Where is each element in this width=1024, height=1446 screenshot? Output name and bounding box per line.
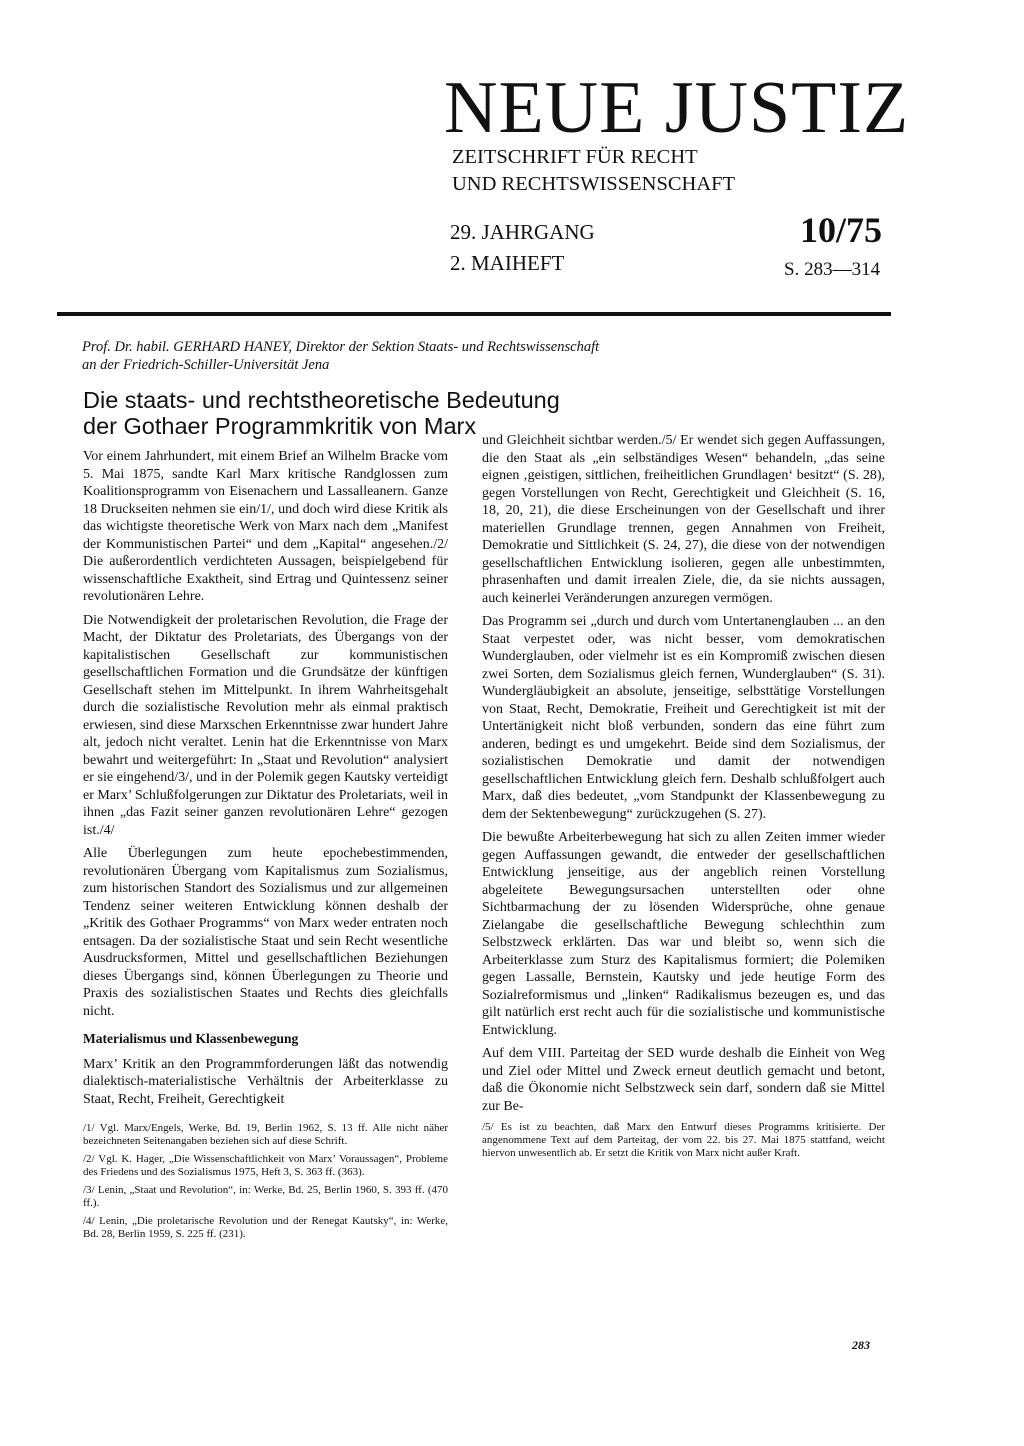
footnote: /5/ Es ist zu beachten, daß Marx den Entwurf dieses Programms kritisierte. Der angenommene Text auf dem Parteitag, der vom 22. bis 27. Mai 1875 stattfand, weicht hiervon unwesentlich ab. Er setzt die Kritik von Marx nicht außer Kraft. bbox=[482, 1121, 885, 1159]
footnote: /3/ Lenin, „Staat und Revolution“, in: Werke, Bd. 25, Berlin 1960, S. 393 ff. (470 ff.). bbox=[83, 1184, 448, 1209]
footnotes-right bbox=[482, 1121, 885, 1160]
section-heading: Materialismus und Klassenbewegung bbox=[83, 1031, 299, 1046]
issue-name: 2. MAIHEFT bbox=[450, 251, 565, 275]
paragraph: Vor einem Jahrhundert, mit einem Brief an Wilhelm Bracke vom 5. Mai 1875, sandte Karl Marx kritische Randglossen zum Koalitionsprogramm von Eisenachern und Lassalleanern. Ganze 18 Druckseiten nehmen sie ein/1/, und doch wird diese Kritik als das wichtigste theoretische Werk von Marx nach dem „Manifest der Kommunistischen Partei“ und dem „Kapital“ angesehen./2/ Die außerordentlich verdichteten Aussagen, beispielgebend für wissenschaftliche Exaktheit, sind Ertrag und Quintessenz seiner revolutionären Lehre. bbox=[83, 449, 448, 604]
footnote: /2/ Vgl. K. Hager, „Die Wissenschaftlichkeit von Marx’ Voraussagen“, Probleme des Friedens und des Sozialismus 1975, Heft 3, S. 363 ff. (363). bbox=[83, 1153, 448, 1178]
paragraph: Das Programm sei „durch und durch vom Untertanenglauben ... an den Staat verpestet oder, was nicht besser, vom demokratischen Wunderglauben, oder vielmehr ist es ein Kompromiß zwischen diesen zwei Sorten, dem Sozialismus gleich fernen, Wunderglauben“ (S. 31). Wundergläubigkeit an absolute, jenseitige, selbsttätige Vorstellungen von Staat, Recht, Demokratie, Freiheit und Gerechtigkeit ist mit der Untertänigkeit nicht bloß verbunden, sondern das eine führt zum anderen, bedingt es und umgekehrt. Beide sind dem Sozialismus, der sozialistischen Demokratie und damit der notwendigen gesellschaftlichen Entwicklung gleich fern. Deshalb schlußfolgert auch Marx, daß dies bedeutet, „vom Standpunkt der Klassenbewegung zu dem der Sektenbewegung“ zurückzugehen (S. 27). bbox=[482, 614, 885, 822]
title-line-1: Die staats- und rechtstheoretische Bedeutung bbox=[83, 387, 560, 413]
footnote: /1/ Vgl. Marx/Engels, Werke, Bd. 19, Berlin 1962, S. 13 ff. Alle nicht näher bezeichneten Seitenangaben beziehen sich auf diese Schrift. bbox=[83, 1122, 448, 1147]
footnotes bbox=[83, 1122, 448, 1241]
journal-subtitle bbox=[452, 144, 912, 198]
page-number: 283 bbox=[852, 1338, 870, 1352]
right-column bbox=[482, 432, 885, 1165]
paragraph: Die Notwendigkeit der proletarischen Revolution, die Frage der Macht, der Diktatur des Proletariats, des Übergangs von der kapitalistischen Gesellschaft zur kommunistischen gesellschaftlichen Formation und die Grundsätze der künftigen Gesellschaft stehen im Mittelpunkt. In ihrem Wahrheitsgehalt durch die sozialistische Revolution mehr als einmal praktisch erwiesen, sind diese Marxschen Erkenntnisse zwar hundert Jahre alt, jedoch nicht veraltet. Lenin hat die Erkenntnisse von Marx bewahrt und weitergeführt: In „Staat und Revolution“ analysiert er sie eingehend/3/, und in der Polemik gegen Kautsky verteidigt er Marx’ Schlußfolgerungen zur Diktatur des Proletariats, weil in ihnen „das Fazit seiner ganzen revolutionären Lehre“ gezogen ist./4/ bbox=[83, 612, 448, 838]
title-line-2: der Gothaer Programmkritik von Marx bbox=[83, 413, 477, 439]
issue-page-range: S. 283—314 bbox=[784, 259, 881, 280]
issue-number: 10/75 bbox=[800, 210, 883, 250]
subtitle-line-2: UND RECHTSWISSENSCHAFT bbox=[452, 173, 736, 195]
paragraph: Alle Überlegungen zum heute epochebestimmenden, revolutionären Übergang vom Kapitalismus zum Sozialismus, zum historischen Standort des Sozialismus und zur allgemeinen Tendenz seiner weiteren Entwicklung können deshalb der „Kritik des Gothaer Programms“ von Marx weder entraten noch entsagen. Da der sozialistische Staat und sein Recht wesentliche Ausdrucksformen, Mittel und gesellschaftlichen Beziehungen dieses Übergangs sind, können Überlegungen zu Theorie und Praxis des sozialistischen Staates und Rechts dies gleichfalls nicht. bbox=[83, 846, 448, 1019]
journal-title: NEUE JUSTIZ bbox=[444, 67, 910, 149]
footnote: /4/ Lenin, „Die proletarische Revolution und der Renegat Kautsky“, in: Werke, Bd. 28, Berlin 1959, S. 225 ff. (231). bbox=[83, 1215, 448, 1240]
author-line-2: an der Friedrich-Schiller-Universität Jena bbox=[82, 357, 330, 373]
paragraph: Die bewußte Arbeiterbewegung hat sich zu allen Zeiten immer wieder gegen Auffassungen gewandt, die entweder der gesellschaftlichen Entwicklung jenseitige, aus der angeblich reinen Vorstellung abgeleitete Bewegungsursachen unterstellten oder ohne Sichtbarmachung der zu lösenden Widersprüche, ohne genaue Zielangabe die gesellschaftliche Bewegung schlechthin zum Selbstzweck erklärten. Das war und bleibt so, wenn sich die Arbeiterklasse zum Sturz des Kapitalismus formiert; die Polemiken gegen Lassalle, Bernstein, Kautsky und jede heutige Form des Sozialreformismus und „linken“ Radikalismus bezeugen es, und das gilt natürlich erst recht auch für die sozialistische und kommunistische Entwicklung. bbox=[482, 830, 885, 1038]
author-line-1: Prof. Dr. habil. GERHARD HANEY, Direktor der Sektion Staats- und Rechtswissenschaft bbox=[82, 339, 600, 355]
subtitle-line-1: ZEITSCHRIFT FÜR RECHT bbox=[452, 146, 698, 168]
paragraph: und Gleichheit sichtbar werden./5/ Er wendet sich gegen Auffassungen, die den Staat als „ein selbständiges Wesen“ behandeln, „das seine eignen ‚geistigen, sittlichen, freiheitlichen Grundlagen‘ besitzt“ (S. 28), gegen Vorstellungen von Recht, Gerechtigkeit und Gleichheit (S. 16, 18, 20, 21), die diese Erscheinungen von der Gesellschaft und ihrer materiellen Grundlage trennen, gegen Annahmen von Freiheit, Demokratie und Sittlichkeit (S. 24, 27), die diese von der notwendigen gesellschaftlichen Entwicklung isolieren, gegen alle unbestimmten, phrasenhaften und damit irrealen Ziele, die, da sie nichts aussagen, auch keinerlei Veränderungen anzuregen vermögen. bbox=[482, 433, 885, 606]
author-byline bbox=[82, 338, 882, 374]
left-column bbox=[83, 448, 448, 1246]
header-rule bbox=[57, 312, 891, 316]
issue-info bbox=[450, 217, 750, 279]
paragraph: Marx’ Kritik an den Programmforderungen läßt das notwendig dialektisch-materialistische Verhältnis der Arbeiterklasse zu Staat, Recht, Freiheit, Gerechtigkeit bbox=[83, 1056, 448, 1107]
volume-label: 29. JAHRGANG bbox=[450, 220, 595, 244]
paragraph: Auf dem VIII. Parteitag der SED wurde deshalb die Einheit von Weg und Ziel oder Mittel und Zweck erneut deutlich gemacht und betont, daß die Ökonomie nicht Selbstzweck sein darf, sondern daß sie Mittel zur Be- bbox=[482, 1046, 885, 1114]
